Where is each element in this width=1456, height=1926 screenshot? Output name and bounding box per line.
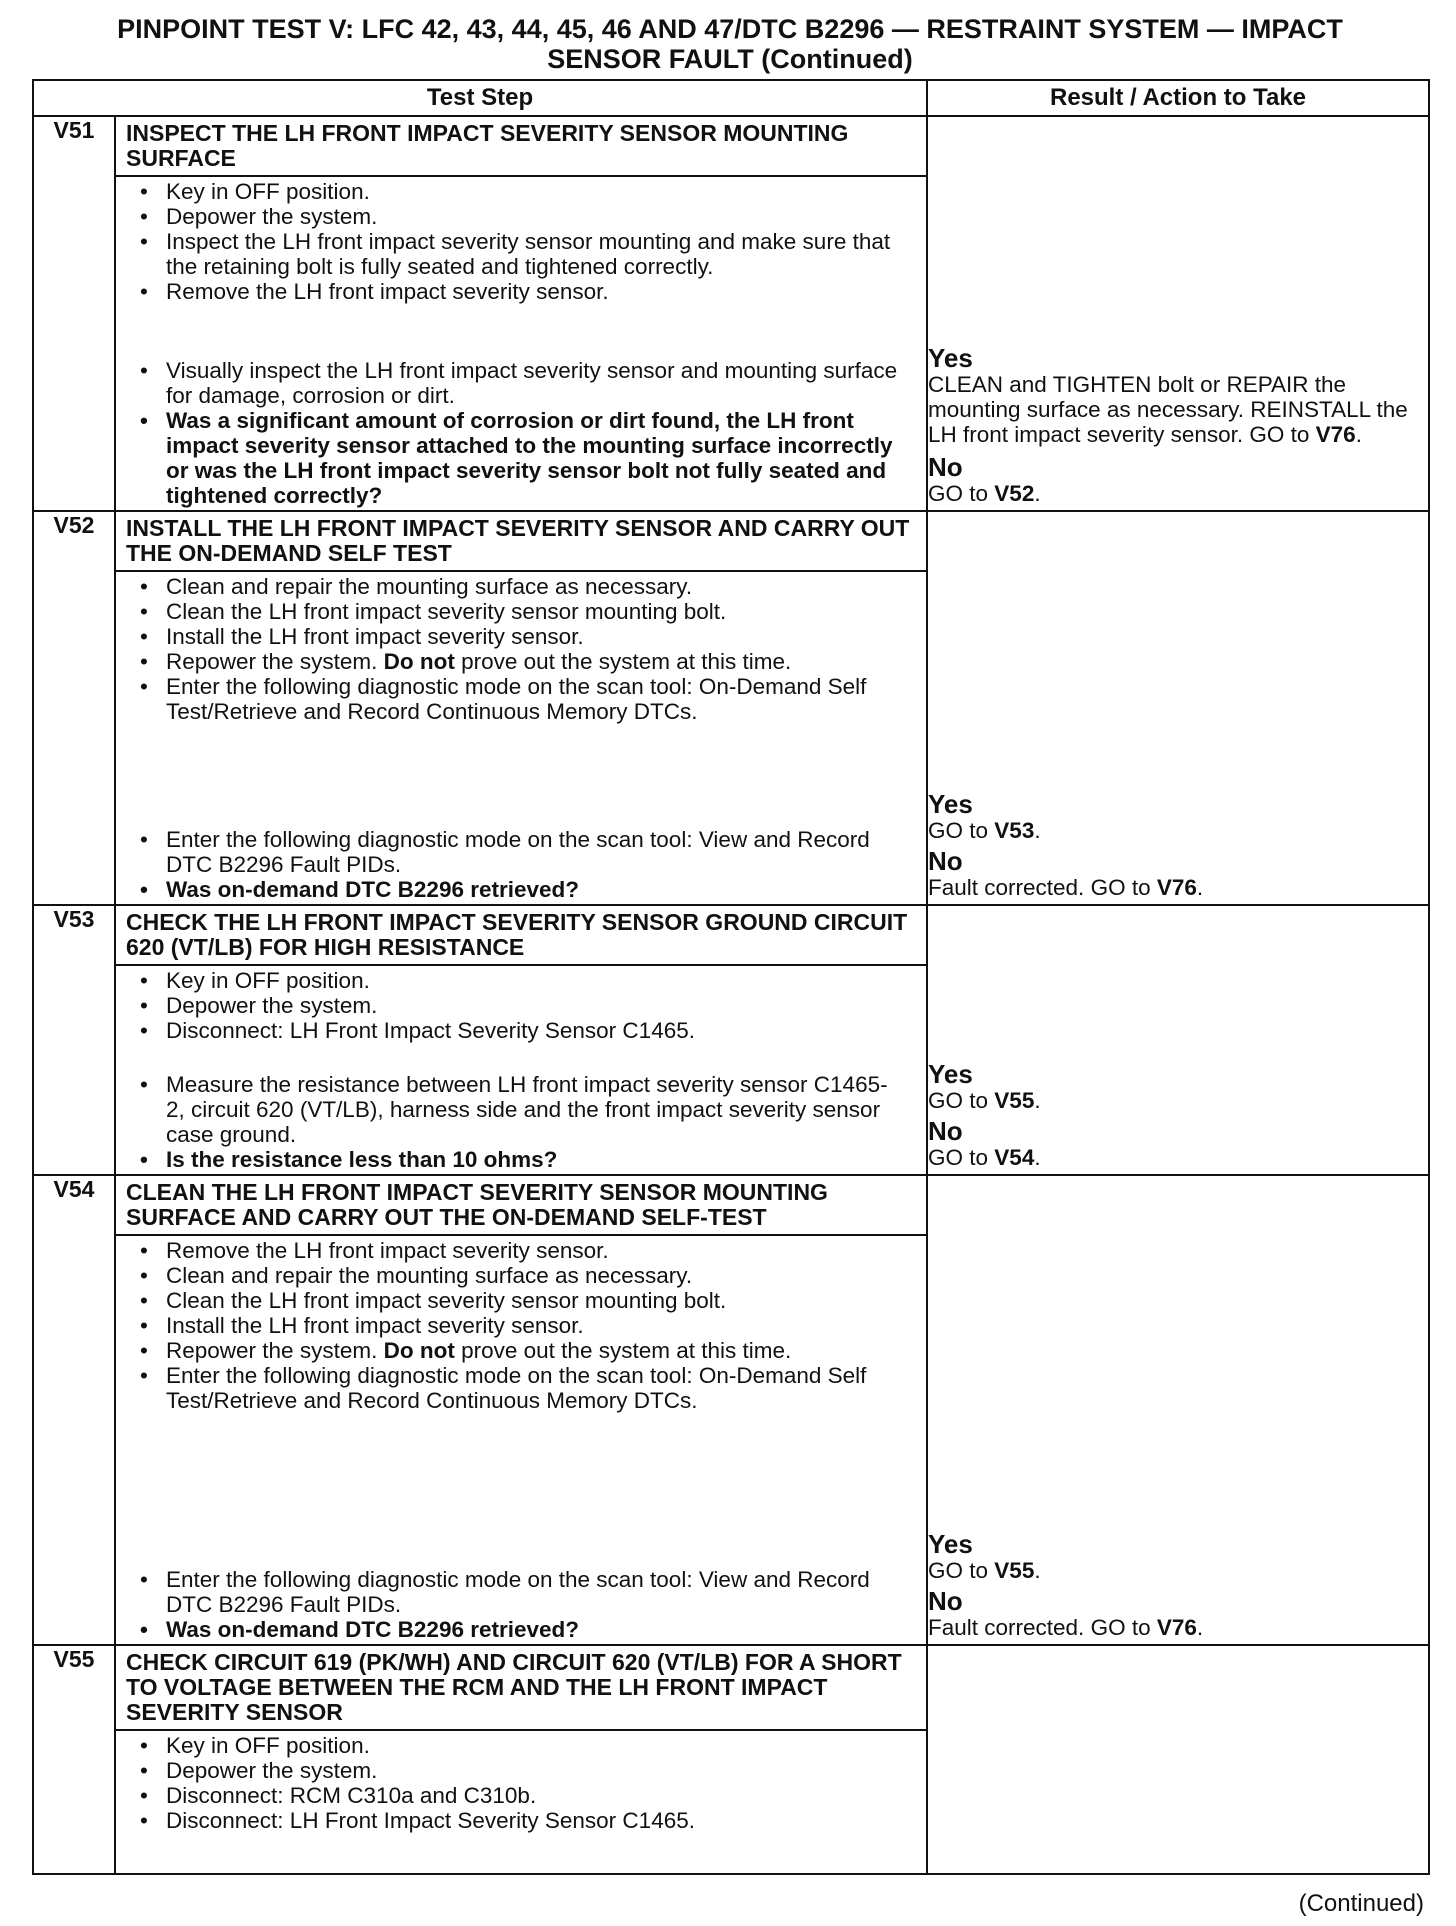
step-number: V53 [33, 905, 115, 1175]
action-item: • Clean the LH front impact severity sensor mounting bolt. [130, 599, 906, 624]
no-action-text: GO to [928, 1145, 989, 1170]
step-actions [116, 966, 926, 1174]
no-goto-link[interactable]: V52 [994, 481, 1035, 506]
yes-label: Yes [928, 789, 973, 819]
action-item: • Clean and repair the mounting surface as necessary. [130, 574, 906, 599]
step-body [115, 905, 927, 1175]
no-label: No [928, 1116, 963, 1146]
yes-action: GO to V53. [928, 818, 1041, 843]
no-label: No [928, 846, 963, 876]
step-row-v55 [33, 1645, 1429, 1874]
repower-text: Repower the system. [166, 649, 378, 674]
action-item: • Enter the following diagnostic mode on the scan tool: On-Demand Self Test/Retrieve and Record Continuous Memory DTCs. [130, 674, 906, 724]
yes-action-text: GO to [928, 1558, 989, 1583]
action-item: • Install the LH front impact severity sensor. [130, 1313, 906, 1338]
step-title: CLEAN THE LH FRONT IMPACT SEVERITY SENSOR MOUNTING SURFACE AND CARRY OUT THE ON-DEMAND SELF-TEST [116, 1176, 926, 1236]
step-row-v53 [33, 905, 1429, 1175]
step-result [927, 511, 1429, 905]
no-action-text: Fault corrected. GO to [928, 875, 1151, 900]
title-line-1: PINPOINT TEST V: LFC 42, 43, 44, 45, 46 AND 47/DTC B2296 — RESTRAINT SYSTEM — IMPACT [117, 14, 1343, 44]
action-item: • Depower the system. [130, 1758, 906, 1783]
action-item: • Key in OFF position. [130, 1733, 906, 1758]
step-row-v52 [33, 511, 1429, 905]
step-actions [116, 572, 926, 904]
action-item: • Inspect the LH front impact severity sensor mounting and make sure that the retaining bolt is fully seated and tightened correctly. [130, 229, 906, 279]
no-action: GO to V54. [928, 1145, 1041, 1170]
step-body [115, 1645, 927, 1874]
step-title: CHECK THE LH FRONT IMPACT SEVERITY SENSOR GROUND CIRCUIT 620 (VT/LB) FOR HIGH RESISTANCE [116, 906, 926, 966]
action-item: • Disconnect: RCM C310a and C310b. [130, 1783, 906, 1808]
repower-emphasis: Do not [383, 649, 455, 674]
step-row-v51 [33, 116, 1429, 511]
yes-goto-link[interactable]: V53 [994, 818, 1035, 843]
yes-action-text: CLEAN and TIGHTEN bolt or REPAIR the mounting surface as necessary. REINSTALL the LH front impact severity sensor. GO to [928, 372, 1408, 447]
step-question: • Is the resistance less than 10 ohms? [130, 1147, 906, 1172]
continued-note: (Continued) [1298, 1890, 1424, 1917]
pinpoint-test-table [32, 79, 1430, 1875]
step-body [115, 511, 927, 905]
yes-action: GO to V55. [928, 1088, 1041, 1113]
step-title: INSPECT THE LH FRONT IMPACT SEVERITY SENSOR MOUNTING SURFACE [116, 117, 926, 177]
action-item: • Remove the LH front impact severity sensor. [130, 1238, 906, 1263]
step-actions [116, 1731, 926, 1873]
step-result [927, 1175, 1429, 1645]
step-title: INSTALL THE LH FRONT IMPACT SEVERITY SENSOR AND CARRY OUT THE ON-DEMAND SELF TEST [116, 512, 926, 572]
step-actions [116, 177, 926, 510]
action-item: • Clean the LH front impact severity sensor mounting bolt. [130, 1288, 906, 1313]
no-goto-link[interactable]: V76 [1156, 1615, 1197, 1640]
no-label: No [928, 1586, 963, 1616]
repower-emphasis: Do not [383, 1338, 455, 1363]
step-body [115, 116, 927, 511]
no-label: No [928, 452, 963, 482]
step-result [927, 116, 1429, 511]
yes-label: Yes [928, 1529, 973, 1559]
repower-text: Repower the system. [166, 1338, 378, 1363]
action-item: • Visually inspect the LH front impact severity sensor and mounting surface for damage, corrosion or dirt. [130, 358, 906, 408]
step-number: V54 [33, 1175, 115, 1645]
repower-text-end: prove out the system at this time. [461, 1338, 792, 1363]
no-action-text: Fault corrected. GO to [928, 1615, 1151, 1640]
no-action: GO to V52. [928, 481, 1041, 506]
yes-action-text: GO to [928, 1088, 989, 1113]
action-item: • Enter the following diagnostic mode on the scan tool: View and Record DTC B2296 Fault PIDs. [130, 827, 906, 877]
action-item: • Disconnect: LH Front Impact Severity Sensor C1465. [130, 1808, 906, 1833]
step-number: V52 [33, 511, 115, 905]
step-number: V55 [33, 1645, 115, 1874]
action-item: • Key in OFF position. [130, 968, 906, 993]
step-question: • Was on-demand DTC B2296 retrieved? [130, 877, 906, 902]
repower-text-end: prove out the system at this time. [461, 649, 792, 674]
yes-action: GO to V55. [928, 1558, 1041, 1583]
step-question: • Was on-demand DTC B2296 retrieved? [130, 1617, 906, 1642]
column-header-test-step: Test Step [33, 80, 927, 116]
column-header-result: Result / Action to Take [927, 80, 1429, 116]
action-item: • Clean and repair the mounting surface as necessary. [130, 1263, 906, 1288]
action-item: • Depower the system. [130, 204, 906, 229]
title-line-2: SENSOR FAULT (Continued) [547, 44, 913, 74]
yes-action-text: GO to [928, 818, 989, 843]
step-body [115, 1175, 927, 1645]
action-item-repower [130, 649, 906, 674]
yes-goto-link[interactable]: V55 [994, 1558, 1035, 1583]
action-item-repower [130, 1338, 906, 1363]
action-item: • Enter the following diagnostic mode on the scan tool: On-Demand Self Test/Retrieve and Record Continuous Memory DTCs. [130, 1363, 906, 1413]
action-item: • Measure the resistance between LH front impact severity sensor C1465-2, circuit 620 (VT/LB), harness side and the front impact severity sensor case ground. [130, 1072, 906, 1147]
yes-label: Yes [928, 343, 973, 373]
yes-action: CLEAN and TIGHTEN bolt or REPAIR the mounting surface as necessary. REINSTALL the LH front impact severity sensor. GO to V76. [928, 372, 1408, 447]
action-item: • Disconnect: LH Front Impact Severity Sensor C1465. [130, 1018, 906, 1043]
action-item: • Enter the following diagnostic mode on the scan tool: View and Record DTC B2296 Fault PIDs. [130, 1567, 906, 1617]
table-header-row [33, 80, 1429, 116]
step-number: V51 [33, 116, 115, 511]
action-item: • Install the LH front impact severity sensor. [130, 624, 906, 649]
step-question: • Was a significant amount of corrosion or dirt found, the LH front impact severity sensor attached to the mounting surface incorrectly or was the LH front impact severity sensor bolt not fully seated and tightened correctly? [130, 408, 906, 508]
yes-goto-link[interactable]: V76 [1315, 422, 1356, 447]
no-action: Fault corrected. GO to V76. [928, 1615, 1204, 1640]
step-actions [116, 1236, 926, 1644]
no-goto-link[interactable]: V54 [994, 1145, 1035, 1170]
yes-label: Yes [928, 1059, 973, 1089]
no-goto-link[interactable]: V76 [1156, 875, 1197, 900]
action-item: • Key in OFF position. [130, 179, 906, 204]
yes-goto-link[interactable]: V55 [994, 1088, 1035, 1113]
step-result [927, 1645, 1429, 1874]
no-action-text: GO to [928, 481, 989, 506]
action-item: • Remove the LH front impact severity sensor. [130, 279, 906, 304]
page-title [30, 14, 1430, 74]
step-row-v54 [33, 1175, 1429, 1645]
no-action: Fault corrected. GO to V76. [928, 875, 1204, 900]
step-title: CHECK CIRCUIT 619 (PK/WH) AND CIRCUIT 620 (VT/LB) FOR A SHORT TO VOLTAGE BETWEEN THE RCM AND THE LH FRONT IMPACT SEVERITY SENSOR [116, 1646, 926, 1731]
action-item: • Depower the system. [130, 993, 906, 1018]
step-result [927, 905, 1429, 1175]
